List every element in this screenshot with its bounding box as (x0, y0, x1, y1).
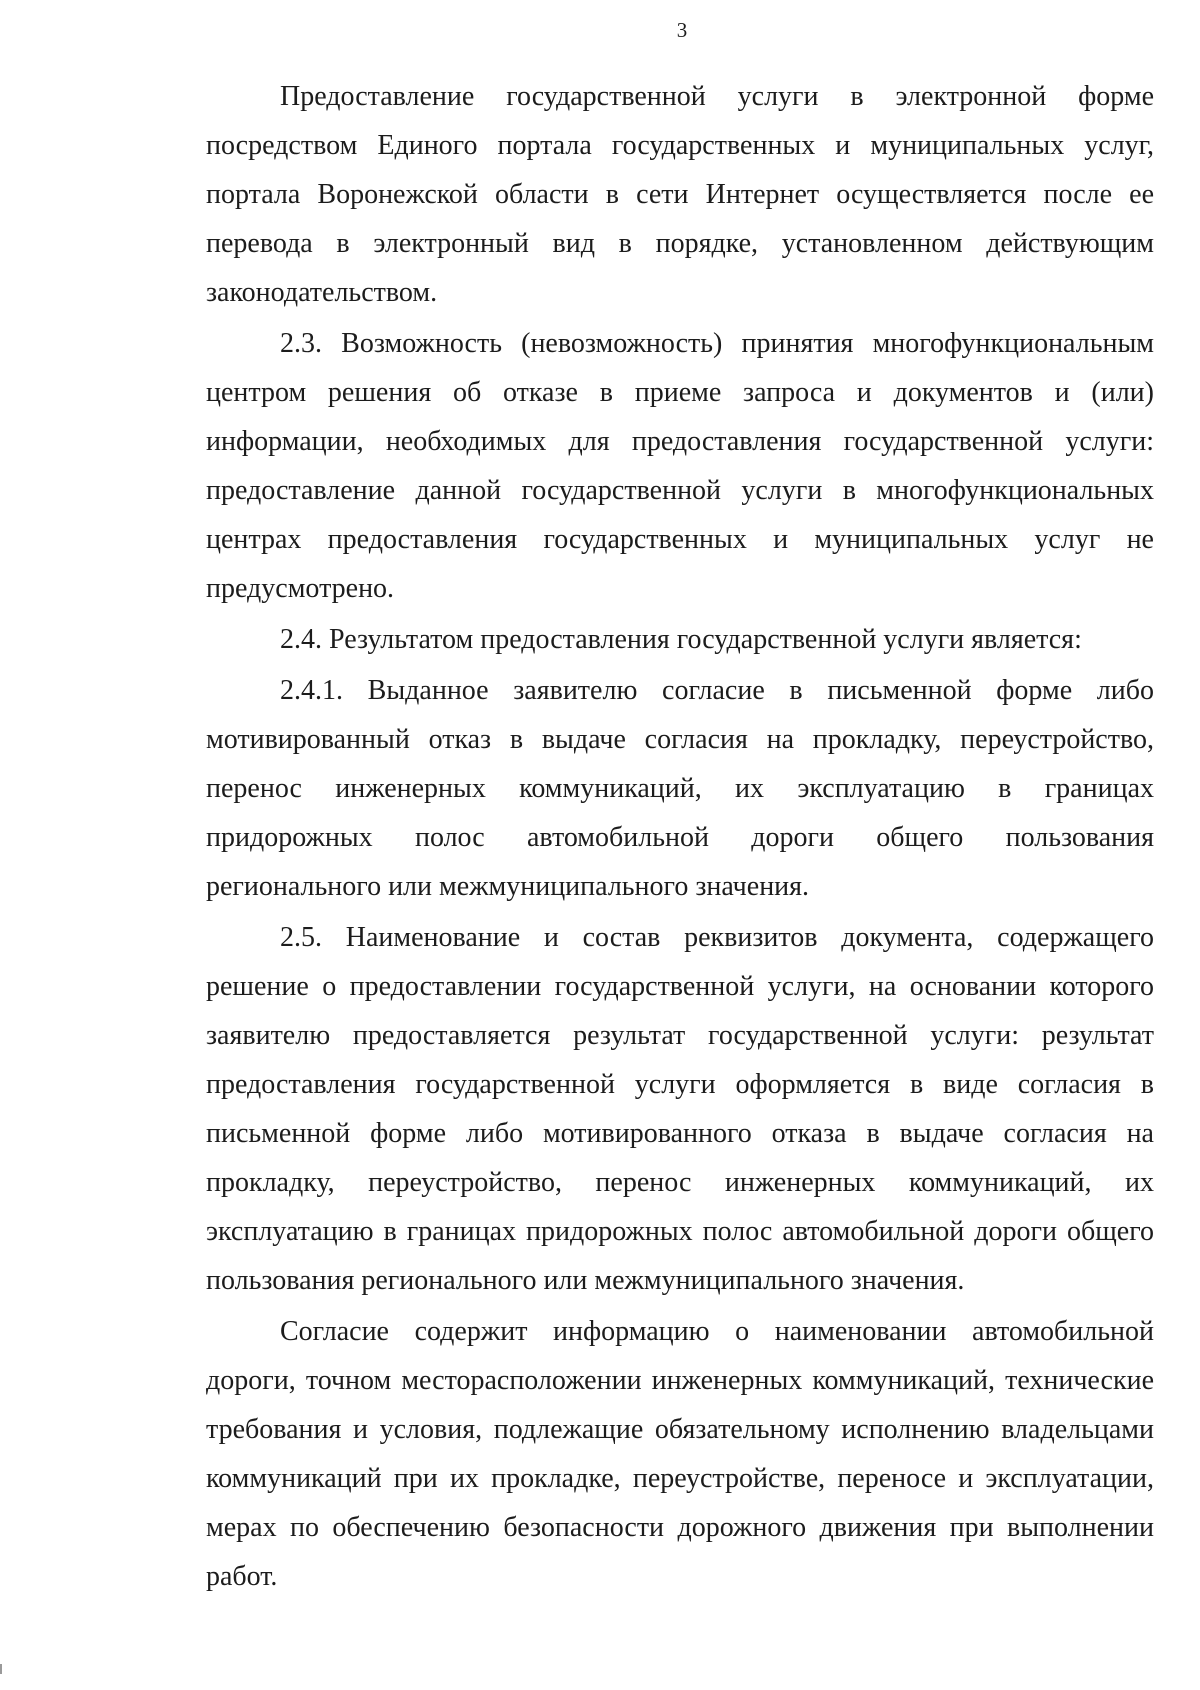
scan-edge-mark (0, 1664, 2, 1674)
paragraph-2-5: 2.5. Наименование и состав реквизитов документа, содержащего решение о предоставлении государственной услуги, на основании которого заявителю предоставляется результат государственной услуги: результат предоставления государственной услуги оформляется в виде согласия в письменной форме либо мотивированного отказа в выдаче согласия на прокладку, переустройство, перенос инженерных коммуникаций, их эксплуатацию в границах придорожных полос автомобильной дороги общего пользования регионального или межмуниципального значения. (206, 922, 1154, 1296)
paragraph-consent-content: Согласие содержит информацию о наименовании автомобильной дороги, точном месторасположении инженерных коммуникаций, технические требования и условия, подлежащие обязательному исполнению владельцами коммуникаций при их прокладке, переустройстве, переносе и эксплуатации, мерах по обеспечению безопасности дорожного движения при выполнении работ. (206, 1316, 1154, 1592)
page-number: 3 (676, 18, 688, 42)
paragraph-2-3: 2.3. Возможность (невозможность) принятия многофункциональным центром решения об отказе в приеме запроса и документов и (или) информации, необходимых для предоставления государственной услуги: предоставление данной государственной услуги в многофункциональных центрах предоставления государственных и муниципальных услуг не предусмотрено. (206, 328, 1154, 604)
paragraph-2-4: 2.4. Результатом предоставления государственной услуги является: (280, 624, 1082, 655)
paragraph-2-4-1: 2.4.1. Выданное заявителю согласие в письменной форме либо мотивированный отказ в выдаче согласия на прокладку, переустройство, перенос инженерных коммуникаций, их эксплуатацию в границах придорожных полос автомобильной дороги общего пользования регионального или межмуниципального значения. (206, 675, 1154, 902)
document-body (206, 72, 1154, 1601)
paragraph-electronic-form: Предоставление государственной услуги в электронной форме посредством Единого портала государственных и муниципальных услуг, портала Воронежской области в сети Интернет осуществляется после ее перевода в электронный вид в порядке, установленном действующим законодательством. (206, 81, 1154, 308)
